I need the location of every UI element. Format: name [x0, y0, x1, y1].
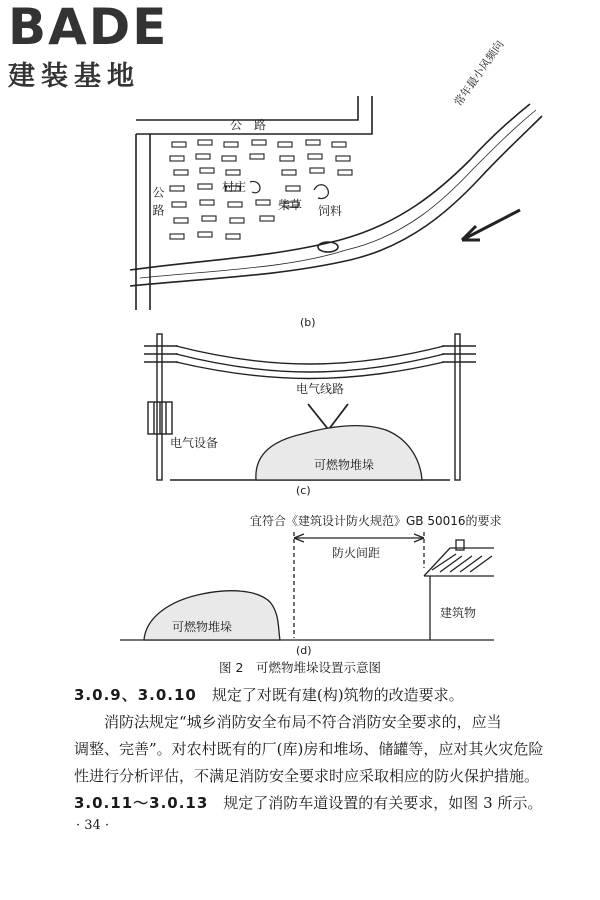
figure-d-fire-distance	[110, 508, 500, 658]
text-line-2: 消防法规定“城乡消防安全布局不符合消防安全要求的，应当	[104, 713, 502, 731]
pile-label-c: 可燃物堆垛	[314, 458, 375, 472]
paragraph-2	[74, 790, 574, 817]
figure-caption: 图 2 可燃物堆垛设置示意图	[219, 660, 381, 675]
figure-c-power-line	[130, 330, 490, 500]
brand-logo	[8, 0, 183, 92]
page-number: · 34 ·	[76, 818, 110, 833]
text-line-3: 调整、完善”。对农村既有的厂(库)房和堆场、储罐等，应对其火灾危险	[74, 740, 544, 758]
clause-ref-1: 3.0.9、3.0.10	[74, 686, 197, 704]
text-line-5: 规定了消防车道设置的有关要求，如图 3 所示。	[208, 794, 543, 812]
village-label: 村庄	[222, 180, 247, 194]
fire-distance-label: 防火间距	[332, 546, 381, 560]
figure-d-drawing	[110, 508, 500, 658]
figure-c-sublabel: (c)	[296, 484, 311, 497]
requirement-label: 宜符合《建筑设计防火规范》GB 50016的要求	[250, 514, 502, 528]
logo-brand: BADE	[8, 0, 169, 56]
pile-label-d: 可燃物堆垛	[172, 620, 233, 634]
equipment-label: 电气设备	[170, 436, 219, 450]
figure-b-sublabel: (b)	[300, 316, 316, 329]
road-left-label: 公路	[151, 186, 165, 222]
village-houses	[170, 140, 352, 239]
logo-subtitle: 建装基地	[8, 61, 140, 92]
paragraph-1	[74, 682, 574, 709]
text-line-1: 规定了对既有建(构)筑物的改造要求。	[196, 686, 464, 704]
wind-direction-label: 常年最小风频向	[451, 38, 507, 109]
building-label: 建筑物	[440, 606, 477, 620]
fodder-label: 饲料	[318, 204, 343, 218]
clause-ref-2: 3.0.11～3.0.13	[74, 794, 209, 812]
road-top-label: 公 路	[230, 118, 267, 132]
text-line-4: 性进行分析评估，不满足消防安全要求时应采取相应的防火保护措施。	[74, 767, 540, 785]
figure-c-drawing	[130, 330, 490, 500]
figure-b-site-plan	[110, 38, 570, 330]
straw-label: 柴草	[278, 198, 303, 212]
figure-d-sublabel: (d)	[296, 644, 312, 657]
power-line-label: 电气线路	[296, 382, 345, 396]
